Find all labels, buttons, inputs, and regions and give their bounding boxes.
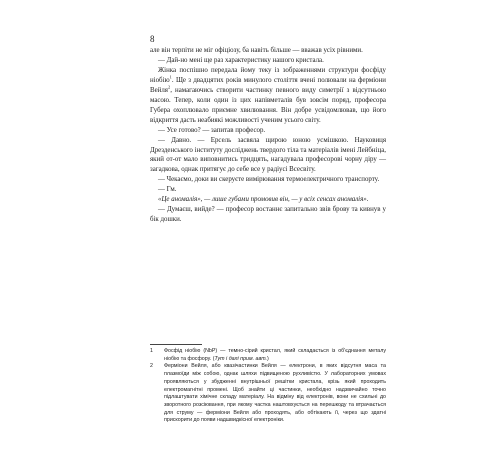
footnote-mark: 2 xyxy=(150,363,153,370)
footnote-mark: 1 xyxy=(150,348,153,354)
text-run: Ферміони Вейля, або квазічастинки Вейля — електрони, в яких відсутня маса та плазмоїди між собою, однак шляхи підвищеною рухливістю. У лабораторних умовах проявляються у збудженні внутрішньої решітки кристала, крізь який проходить електромагнітні промені. Щоб знайти ці частинки, необхідно надзвичайно точно підлаштувати хімічне складу матеріалу. На відміну від електронів, вони не схильні до зворотного розсіювання, при якому частка наштовхується на перешкоду та втрачається для струму — ферміони Вейля або проходять, або обтікають її, через що здатні прискорити до появи надшвидкісної електроніки. xyxy=(164,363,386,424)
footnote-text xyxy=(164,348,386,363)
text-run: — Усе готово? — запитав професор. xyxy=(158,126,266,134)
text-run: Фосфід ніобію (NbP) — темно-сірий кристал, який складається із об'єднання металу ніобію та фосфору. ( xyxy=(164,348,386,362)
italic-text: Тут і далі прим. авт. xyxy=(214,355,268,362)
text-run: . Ще з двадцятих років минулого століття вчені полювали на ферміони Вейля xyxy=(150,76,386,94)
paragraph xyxy=(150,195,386,205)
footnote xyxy=(150,348,386,363)
text-run: але він терпіти не міг офіціозу, ба навіть більше — вважав усіх рівними. xyxy=(150,47,363,54)
footnote xyxy=(150,363,386,425)
text-run: — Давно. — Ерсель засвяла щирою юною усмішкою. Науковиця Дрезденського інституту досліджень твердого тіла та матеріалів імені Лейбніца, який от-от мало виповнитись тридцять, нагадувала професорові чорну діру — загадкова, однак притягує до себе все у радіусі Всесвіту. xyxy=(150,136,386,174)
paragraph xyxy=(150,46,386,56)
footnote-rule xyxy=(150,344,202,345)
paragraph xyxy=(150,66,386,126)
paragraph xyxy=(150,185,386,195)
text-run: Жінка поспішно передала йому теку із зображеннями структури фосфіду ніобію xyxy=(150,66,386,84)
text-run: ) xyxy=(267,355,269,362)
paragraph xyxy=(150,136,386,176)
footnotes xyxy=(150,348,386,425)
text-run: — Чекаємо, доки ви скеруєте вимірювання термоелектричного транспорту. xyxy=(158,176,380,184)
paragraph xyxy=(150,175,386,185)
page-number: 8 xyxy=(150,34,155,44)
footnote-reference: 1 xyxy=(169,74,172,80)
body-text xyxy=(150,46,386,225)
footnote-reference: 2 xyxy=(167,84,171,90)
paragraph xyxy=(150,56,386,66)
footnote-text xyxy=(164,363,386,425)
text-run: — Гм. xyxy=(158,186,177,194)
text-run: — Дай-но мені ще раз характеристику нашого кристала. xyxy=(158,56,324,64)
paragraph xyxy=(150,126,386,136)
text-run: , намагаючись створити частинку певного виду симетрії з відсутньою масою. Тепер, коли один із цих напівметалів був зовсім поряд, професора Губера охоплювало приємне хвилювання. Він добре усвідомлював, що його відкриття дасть неабиякі можливості ученим усього світу. xyxy=(150,86,386,124)
italic-text: «Це аномалія», — лише губами промовив він, — у всіх сенсах аномалія». xyxy=(158,196,369,204)
paragraph xyxy=(150,205,386,225)
text-run: — Думаєш, вийде? — професор востаннє запитально звів брову та кивнув у бік дошки. xyxy=(150,206,386,224)
